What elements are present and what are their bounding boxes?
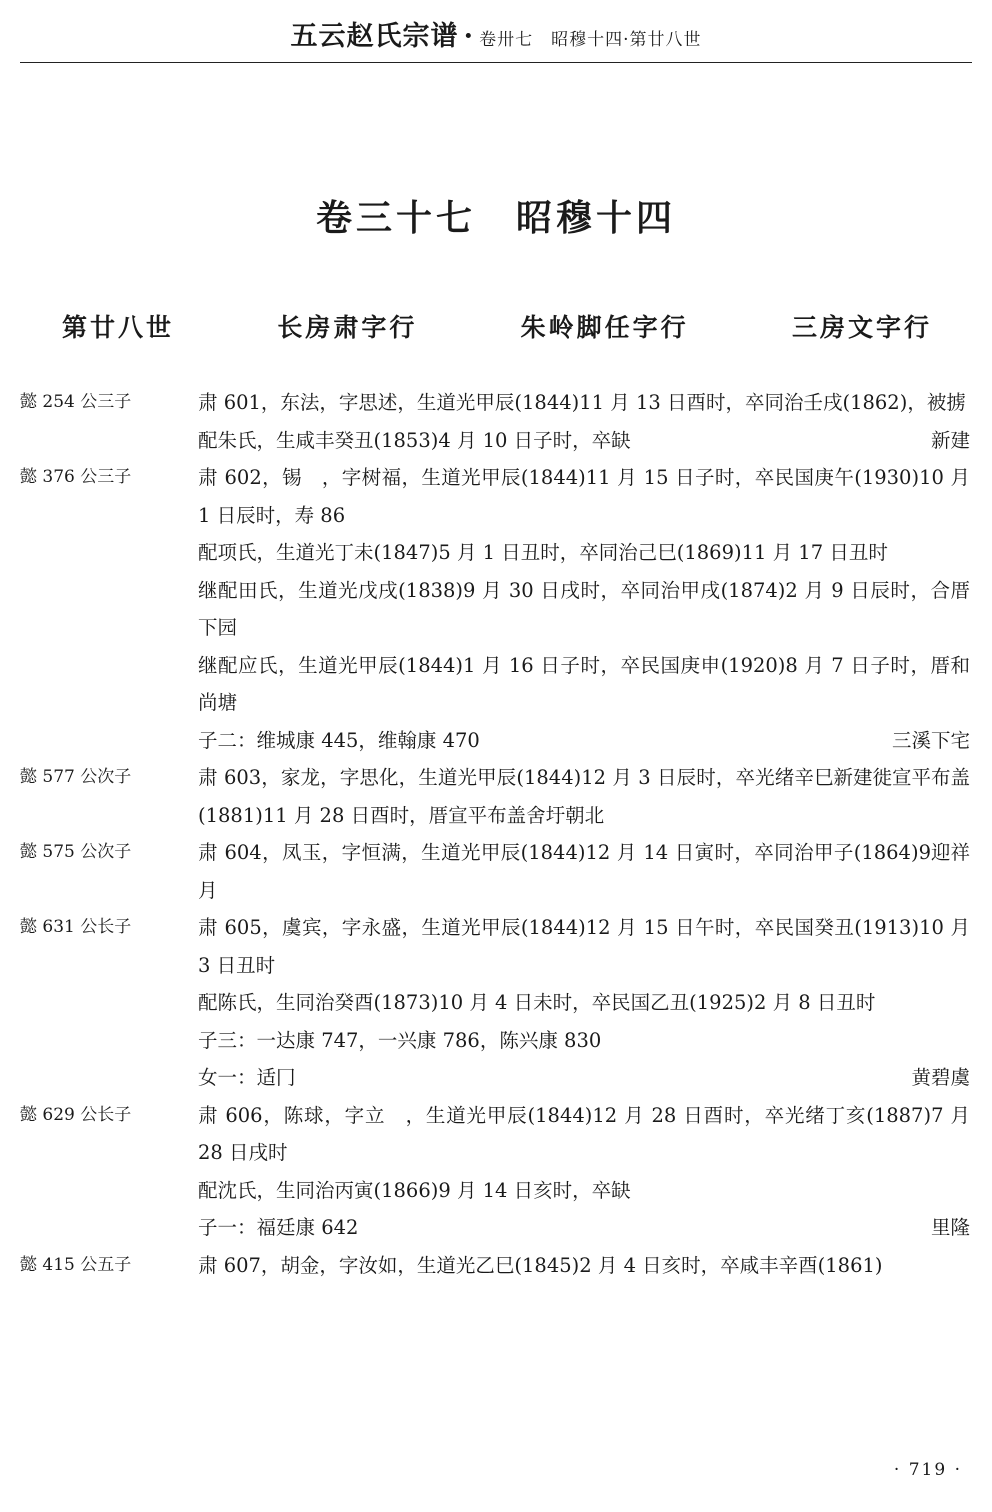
book-title: 五云赵氏宗谱 [290, 21, 459, 52]
residence-tag: 里隆 [930, 1216, 970, 1239]
genealogy-entries [20, 384, 972, 1284]
entry-line-text: 子一：福廷康 642 [198, 1216, 359, 1239]
entry-line [198, 422, 970, 460]
entry-line-text: 肃 605，虞宾，字永盛，生道光甲辰(1844)12 月 15 日午时，卒民国癸丑(1913)10 月 3 日丑时 [198, 916, 970, 977]
generation-heading [62, 308, 932, 344]
entry-line [198, 759, 970, 834]
entry-line-text: 配朱氏，生咸丰癸丑(1853)4 月 10 日子时，卒缺 [198, 428, 631, 452]
volume-title: 卷三十七 昭穆十四 [315, 197, 676, 239]
header-dot: · [463, 21, 474, 52]
entry-line [198, 534, 970, 572]
entry-line [198, 834, 970, 909]
generation-label: 第廿八世 [62, 313, 175, 342]
residence-tag: 新建 [930, 428, 970, 452]
branch-label-2: 朱岭脚任字行 [520, 313, 689, 342]
genealogy-entry [20, 834, 972, 909]
entry-line-text: 继配应氏，生道光甲辰(1844)1 月 16 日子时，卒民国庚申(1920)8 月 7 日子时，厝和尚塘 [198, 653, 970, 714]
entry-line [198, 1209, 970, 1247]
genealogy-entry [20, 909, 972, 1097]
entry-line-text: 子二：维城康 445，维翰康 470 [198, 728, 480, 752]
genealogy-entry [20, 459, 972, 759]
entry-line-text: 肃 601，东法，字思述，生道光甲辰(1844)11 月 13 日酉时，卒同治壬戌(1862)，被掳 [198, 391, 966, 414]
entry-line-text: 配沈氏，生同治丙寅(1866)9 月 14 日亥时，卒缺 [198, 1178, 631, 1202]
entry-line-text: 肃 604，凤玉，字恒满，生道光甲辰(1844)12 月 14 日寅时，卒同治甲子(1864)9 月 [198, 841, 931, 902]
genealogy-entry [20, 1247, 972, 1285]
residence-tag: 黄碧虞 [911, 1066, 970, 1089]
branch-label-1: 长房肃字行 [277, 313, 418, 342]
entry-line-text: 女一：适冂 [198, 1066, 296, 1089]
entry-line [198, 572, 970, 647]
entry-line-text: 配陈氏，生同治癸酉(1873)10 月 4 日未时，卒民国乙丑(1925)2 月 8 日丑时 [198, 991, 876, 1014]
entry-line [198, 722, 970, 760]
entry-line [198, 909, 970, 984]
entry-line [198, 1022, 970, 1060]
branch-label-3: 三房文字行 [791, 313, 932, 342]
residence-tag: 三溪下宅 [891, 728, 970, 752]
header-subtitle: 卷卅七 昭穆十四·第廿八世 [479, 30, 702, 50]
entry-line [198, 1247, 970, 1285]
entry-line-text: 肃 606，陈球，字立 ，生道光甲辰(1844)12 月 28 日酉时，卒光绪丁亥(1887)7 月 28 日戌时 [198, 1103, 970, 1164]
entry-line [198, 1172, 970, 1210]
parent-reference: 懿 575 公次子 [20, 842, 132, 862]
genealogy-entry [20, 384, 972, 459]
entry-line [198, 984, 970, 1022]
residence-tag: 迎祥 [930, 841, 970, 864]
residence-tag: 新建徙宣平布盖 [833, 766, 970, 789]
parent-reference: 懿 254 公三子 [20, 392, 132, 412]
running-header [20, 14, 972, 63]
entry-line [198, 647, 970, 722]
entry-line-text: 肃 607，胡金，字汝如，生道光乙巳(1845)2 月 4 日亥时，卒咸丰辛酉(1861) [198, 1253, 883, 1277]
parent-reference: 懿 376 公三子 [20, 467, 132, 487]
entry-line [198, 384, 970, 422]
entry-line-text: 子三：一达康 747，一兴康 786，陈兴康 830 [198, 1028, 602, 1052]
entry-line-text: 继配田氏，生道光戊戌(1838)9 月 30 日戌时，卒同治甲戌(1874)2 月 9 日辰时，合厝下园 [198, 578, 970, 639]
parent-reference: 懿 415 公五子 [20, 1254, 132, 1275]
parent-reference: 懿 629 公长子 [20, 1104, 132, 1125]
parent-reference: 懿 577 公次子 [20, 767, 132, 787]
genealogy-entry [20, 1097, 972, 1247]
page-number: · 719 · [893, 1460, 962, 1480]
entry-line [198, 1097, 970, 1172]
entry-line-text: 肃 603，家龙，字思化，生道光甲辰(1844)12 月 3 日辰时，卒光绪辛巳(1881)11 月 28 日酉时，厝宣平布盖舍圩朝北 [198, 766, 834, 827]
parent-reference: 懿 631 公长子 [20, 917, 132, 937]
entry-line [198, 459, 970, 534]
entry-line-text: 肃 602，锡 ，字树福，生道光甲辰(1844)11 月 15 日子时，卒民国庚午(1930)10 月 1 日辰时，寿 86 [198, 466, 970, 527]
entry-line-text: 配项氏，生道光丁未(1847)5 月 1 日丑时，卒同治己巳(1869)11 月 17 日丑时 [198, 541, 888, 564]
genealogy-entry [20, 759, 972, 834]
entry-line [198, 1059, 970, 1097]
